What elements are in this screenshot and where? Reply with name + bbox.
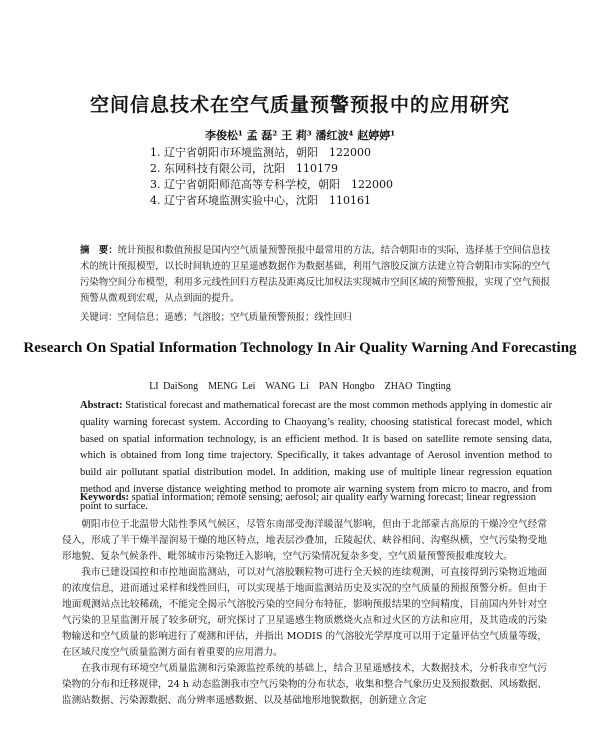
affiliation-1: 1. 辽宁省朝阳市环境监测站，朝阳 122000 <box>150 146 371 159</box>
keywords-cn <box>80 311 550 325</box>
keywords-en-label: Keywords: <box>80 492 129 503</box>
body-paragraph-1: 朝阳市位于北温带大陆性季风气候区，尽管东南部受海洋暖湿气影响，但由于北部蒙古高原的干燥冷空气经常侵入，形成了半干燥半湿润易干燥的地区特点，地表层沙叠加，丘陵起伏、峡谷相间、沟壑纵横，空气污染物受地形地貌、复杂气候条件、毗邻城市污染物迁入影响，空气污染情况复杂多变，空气质量预警预报难度较大。 <box>62 519 547 562</box>
keywords-en-text: spatial information; remote sensing; aerosol; air quality early warning forecast; linear regression <box>131 492 537 503</box>
affiliation-4: 4. 辽宁省环境监测实验中心，沈阳 110161 <box>150 194 371 207</box>
body-paragraph-3: 在我市现有环境空气质量监测和污染源监控系统的基础上，结合卫星遥感技术，大数据技术，分析我市空气污染物的分布和迁移规律，24 h 动态监测我市空气污染物的分布状态，收集和整合气象历史及预报数据、风场数据、监测站数据、污染源数据、高分辨率遥感数据、以及基础地形地貌数据，创新建立含定 <box>62 663 547 706</box>
affiliations-cn <box>150 145 510 209</box>
authors-cn: 李俊松¹ 孟 磊² 王 莉³ 潘红波⁴ 赵婷婷¹ <box>204 129 396 142</box>
abstract-cn-label: 摘 要： <box>80 245 118 256</box>
abstract-cn <box>80 243 550 307</box>
keywords-cn-label: 关键词： <box>80 312 118 323</box>
abstract-en-text: Statistical forecast and mathematical forecast are the most common methods applying in domestic air quality warning forecast system. According to Chaoyang’s reality, choosing statistical forecast model, which based on spatial information technology, is an efficient method. It is based on satellite remote sensing data, which is obtained from long time trajectory. Specifically, it takes advantage of Aerosol invention method to build air pollutant spatial distribution model. In addition, making use of multiple linear regression equation method and inverse distance weighting method to promote air warning system from micro to macro, and from point to surface. <box>80 400 552 512</box>
body-paragraph-2: 我市已建设国控和市控地面监测站，可以对气溶胶颗粒物可进行全天候的连续观测，可直接得到污染物近地面的浓度信息，进而通过采样和线性回归，可以实现基于地面监测站历史及实况的空气质量的预报预警分析。但由于地面观测站点比较稀疏，不能完全揭示气溶胶污染的空间分布特征，影响预报结果的空间精度，目前国内外针对空气污染的卫星监测开展了较多研究，研究探讨了卫星遥感生物质燃烧火点和过火区的方法和应用，及其造成的污染物输送和空气质量的影响进行了观测和评估，并指出 MODIS 的气溶胶光学厚度可以用于定量评估空气质量等级，在区域尺度空气质量监测方面有着重要的应用潜力。 <box>62 567 547 658</box>
abstract-cn-text: 统计预报和数值预报是国内空气质量预警预报中最常用的方法，结合朝阳市的实际，选择基于空间信息技术的统计预报模型，以长时间轨迹的卫星遥感数据作为数据基础，利用气溶胶反演方法建立符合朝阳市实际的空气污染物空间分布模型，利用多元线性回归方程法及距离反比加权法实现城市空间区域的预警预报，实现了空气预报预警从微观到宏观，从点到面的提升。 <box>80 245 550 304</box>
body-text <box>62 517 547 709</box>
abstract-en-label: Abstract: <box>80 400 123 411</box>
affiliation-3: 3. 辽宁省朝阳师范高等专科学校，朝阳 122000 <box>150 178 393 191</box>
paper-title-en: Research On Spatial Information Technology In Air Quality Warning And Forecasting <box>23 340 577 356</box>
keywords-cn-text: 空间信息；遥感；气溶胶；空气质量预警预报；线性回归 <box>117 312 352 323</box>
authors-en: LI DaiSong MENG Lei WANG Li PAN Hongbo ZHAO Tingting <box>149 381 451 392</box>
paper-title-cn: 空间信息技术在空气质量预警预报中的应用研究 <box>89 94 510 116</box>
affiliation-2: 2. 东网科技有限公司，沈阳 110179 <box>150 162 338 175</box>
keywords-en <box>80 491 552 505</box>
